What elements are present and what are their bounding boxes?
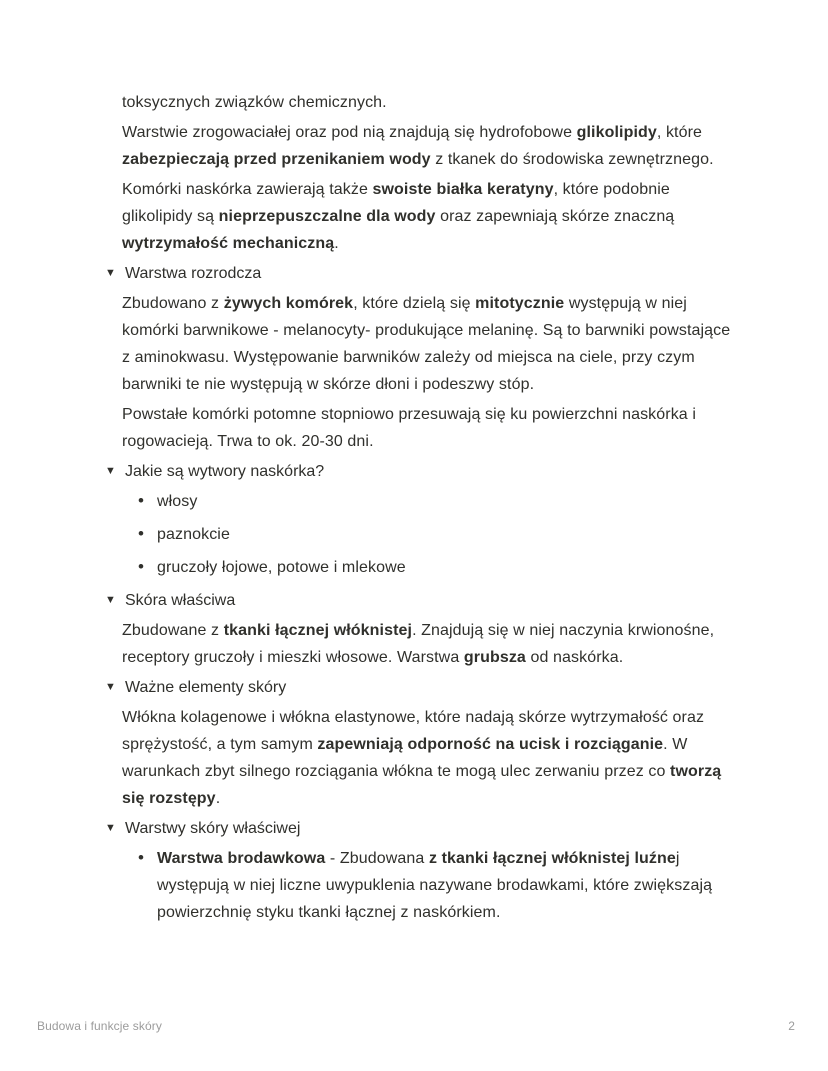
toggle-label: Warstwy skóry właściwej bbox=[125, 820, 301, 837]
text-run: , które bbox=[656, 124, 703, 141]
bold-text-run: grubsza bbox=[463, 649, 526, 666]
text-run: z tkanek do środowiska zewnętrznego. bbox=[430, 151, 714, 168]
list-item bbox=[138, 521, 742, 548]
text-run: Powstałe komórki potomne stopniowo przesuwają się ku powierzchni naskórka i rogowacieją. Trwa to ok. 20-30 dni. bbox=[122, 406, 696, 450]
toggle-block[interactable] bbox=[105, 458, 742, 485]
footer-document-title: Budowa i funkcje skóry bbox=[37, 1019, 162, 1033]
text-run: Komórki naskórka zawierają także bbox=[122, 181, 373, 198]
bold-text-run: zapewniają odporność na ucisk i rozciąganie bbox=[317, 736, 664, 753]
paragraph bbox=[122, 401, 742, 455]
text-run: . Znajdują się w niej naczynia krwionośne, receptory gruczoły i mieszki włosowe. Warstwa bbox=[122, 622, 715, 666]
text-run: . bbox=[215, 790, 221, 807]
paragraph bbox=[122, 89, 742, 116]
toggle-triangle-icon[interactable]: ▼ bbox=[105, 681, 116, 693]
list-item-text bbox=[157, 845, 742, 926]
toggle-block[interactable] bbox=[105, 587, 742, 614]
bold-text-run: żywych komórek bbox=[223, 295, 354, 312]
toggle-triangle-icon[interactable]: ▼ bbox=[105, 465, 116, 477]
toggle-block[interactable] bbox=[105, 260, 742, 287]
toggle-label: Warstwa rozrodcza bbox=[125, 265, 262, 282]
toggle-triangle-icon[interactable]: ▼ bbox=[105, 822, 116, 834]
list-item bbox=[138, 845, 742, 926]
paragraph bbox=[122, 176, 742, 257]
toggle-block[interactable] bbox=[105, 815, 742, 842]
text-run: występują w niej komórki barwnikowe - melanocyty- produkujące melaninę. Są to barwniki powstające z aminokwasu. Występowanie barwników zależy od miejsca na ciele, przy czym barwniki te nie występują w skórze dłoni i podeszwy stóp. bbox=[122, 295, 731, 393]
text-run: Zbudowane z bbox=[122, 622, 224, 639]
paragraph bbox=[122, 290, 742, 398]
toggle-triangle-icon[interactable]: ▼ bbox=[105, 594, 116, 606]
text-run: od naskórka. bbox=[525, 649, 624, 666]
bold-text-run: mitotycznie bbox=[475, 295, 565, 312]
text-run: j występują w niej liczne uwypuklenia nazywane brodawkami, które zwiększają powierzchnię styku tkanki łącznej z naskórkiem. bbox=[157, 850, 713, 921]
list-item-text bbox=[157, 554, 742, 581]
text-run: . W warunkach zbyt silnego rozciągania włókna te mogą ulec zerwaniu przez co bbox=[122, 736, 688, 780]
bold-text-run: wytrzymałość mechaniczną bbox=[122, 235, 335, 252]
text-run: . bbox=[334, 235, 339, 252]
text-run: , które podobnie glikolipidy są bbox=[122, 181, 670, 225]
list-item-text bbox=[157, 521, 742, 548]
text-run: Warstwie zrogowaciałej oraz pod nią znajdują się hydrofobowe bbox=[122, 124, 577, 141]
page-footer bbox=[37, 1019, 795, 1033]
bullet-icon: • bbox=[138, 557, 144, 576]
list-item bbox=[138, 554, 742, 581]
bullet-icon: • bbox=[138, 491, 144, 510]
list-item bbox=[138, 488, 742, 515]
text-run: Włókna kolagenowe i włókna elastynowe, które nadają skórze wytrzymałość oraz sprężystość, a tym samym bbox=[122, 709, 705, 753]
text-run: - Zbudowana bbox=[325, 850, 429, 867]
bold-text-run: zabezpieczają przed przenikaniem wody bbox=[122, 151, 431, 168]
paragraph bbox=[122, 617, 742, 671]
paragraph bbox=[122, 119, 742, 173]
bullet-icon: • bbox=[138, 524, 144, 543]
bold-text-run: glikolipidy bbox=[576, 124, 657, 141]
bold-text-run: tkanki łącznej włóknistej bbox=[223, 622, 413, 639]
toggle-label: Jakie są wytwory naskórka? bbox=[125, 463, 325, 480]
text-run: paznokcie bbox=[157, 526, 230, 543]
text-run: oraz zapewniają skórze znaczną bbox=[435, 208, 675, 225]
bold-text-run: tworzą się rozstępy bbox=[122, 763, 722, 807]
toggle-label: Skóra właściwa bbox=[125, 592, 236, 609]
footer-page-number: 2 bbox=[788, 1019, 795, 1033]
bold-text-run: Warstwa brodawkowa bbox=[157, 850, 326, 867]
text-run: , które dzielą się bbox=[353, 295, 476, 312]
toggle-triangle-icon[interactable]: ▼ bbox=[105, 267, 116, 279]
text-run: toksycznych związków chemicznych. bbox=[122, 94, 387, 111]
toggle-label: Ważne elementy skóry bbox=[125, 679, 287, 696]
text-run: Zbudowano z bbox=[122, 295, 224, 312]
bold-text-run: z tkanki łącznej włóknistej luźne bbox=[428, 850, 676, 867]
paragraph bbox=[122, 704, 742, 812]
bold-text-run: swoiste białka keratyny bbox=[372, 181, 554, 198]
bullet-icon: • bbox=[138, 848, 144, 867]
page-content bbox=[105, 89, 742, 932]
toggle-block[interactable] bbox=[105, 674, 742, 701]
text-run: gruczoły łojowe, potowe i mlekowe bbox=[157, 559, 406, 576]
list-item-text bbox=[157, 488, 742, 515]
bold-text-run: nieprzepuszczalne dla wody bbox=[218, 208, 436, 225]
text-run: włosy bbox=[157, 493, 198, 510]
